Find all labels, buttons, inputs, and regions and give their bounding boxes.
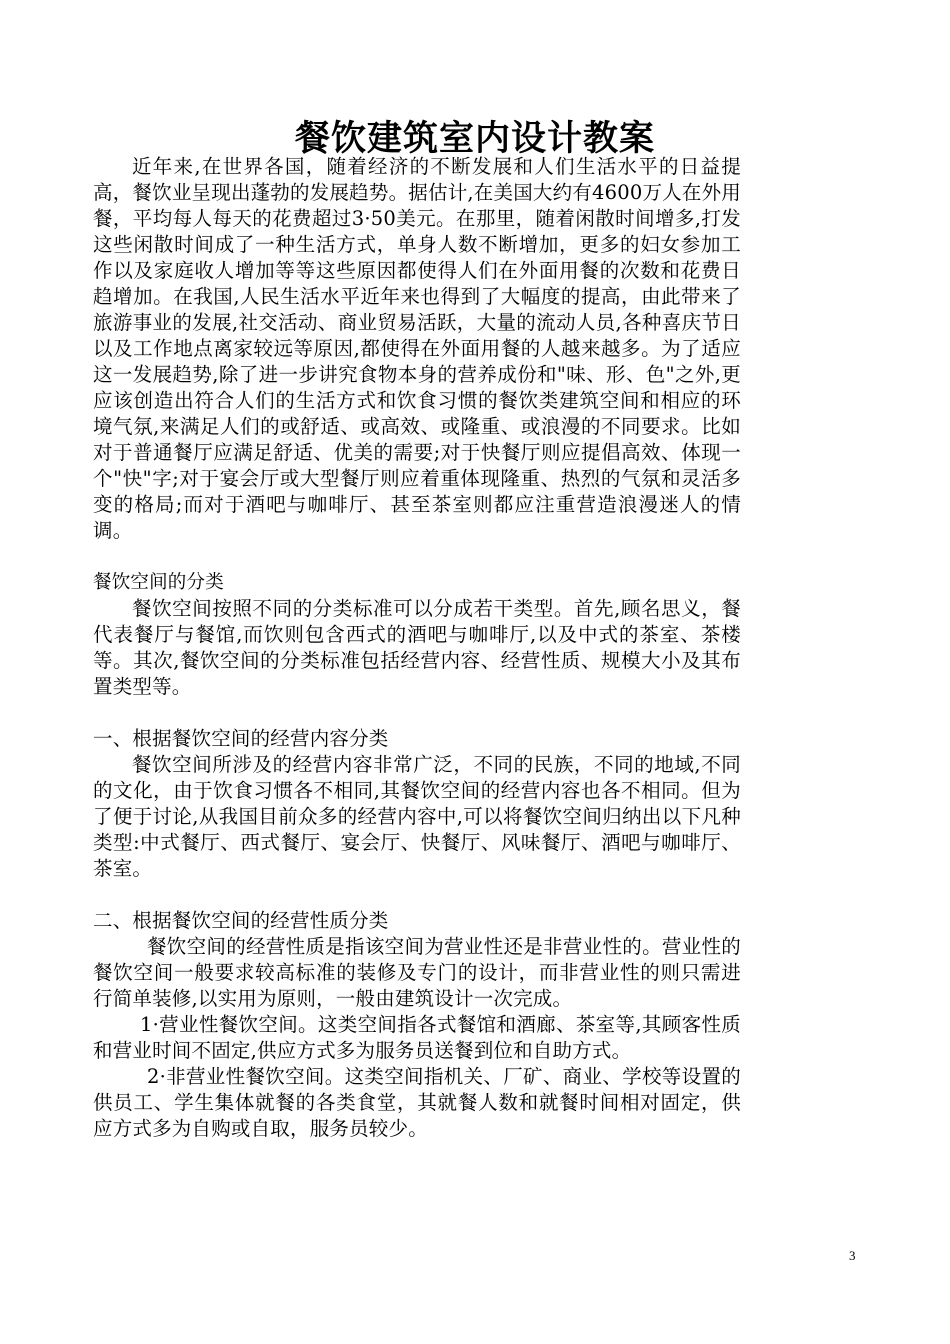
intro-paragraph: 近年来,在世界各国，随着经济的不断发展和人们生活水平的日益提高，餐饮业呈现出蓬勃的发展趋势。据估计,在美国大约有4600万人在外用餐，平均每人每天的花费超过3·50美元。在那里，随着闲散时间增多,打发这些闲散时间成了一种生活方式，单身人数不断增加，更多的妇女参加工作以及家庭收人增加等等这些原因都使得人们在外面用餐的次数和花费日趋增加。在我国,人民生活水平近年来也得到了大幅度的提高，由此带来了旅游事业的发展,社交活动、商业贸易活跃，大量的流动人员,各种喜庆节日以及工作地点离家较远等原因,都使得在外面用餐的人越来越多。为了适应这一发展趋势,除了进一步讲究食物本身的营养成份和"味、形、色"之外,更应该创造出符合人们的生活方式和饮食习惯的餐饮类建筑空间和相应的环境气氛,来满足人们的或舒适、或高效、或隆重、或浪漫的不同要求。比如对于普通餐厅应满足舒适、优美的需要;对于快餐厅则应提倡高效、体现一个"快"字;对于宴会厅或大型餐厅则应着重体现隆重、热烈的气氛和灵活多变的格局;而对于酒吧与咖啡厅、甚至茶室则都应注重营造浪漫迷人的情调。 — [93, 155, 741, 542]
list-item-non-operating: 2·非营业性餐饮空间。这类空间指机关、厂矿、商业、学校等设置的供员工、学生集体就餐的各类食堂，其就餐人数和就餐时间相对固定，供应方式多为自购或自取，服务员较少。 — [93, 1065, 741, 1140]
paragraph-spacer — [93, 882, 741, 908]
page-number: 3 — [849, 1248, 856, 1263]
paragraph-spacer — [93, 700, 741, 726]
section-heading-one: 一、根据餐饮空间的经营内容分类 — [93, 727, 389, 750]
document-body — [93, 154, 741, 1142]
section-heading-classification: 餐饮空间的分类 — [93, 572, 224, 593]
section-heading-two: 二、根据餐饮空间的经营性质分类 — [93, 909, 389, 932]
classification-paragraph: 餐饮空间按照不同的分类标准可以分成若干类型。首先,顾名思义，餐代表餐厅与餐馆,而饮则包含西式的酒吧与咖啡厅,以及中式的茶室、茶楼等。其次,餐饮空间的分类标准包括经营内容、经营性质、规模大小及其布置类型等。 — [93, 597, 741, 698]
section-two-paragraph: 餐饮空间的经营性质是指该空间为营业性还是非营业性的。营业性的餐饮空间一般要求较高标准的装修及专门的设计，而非营业性的则只需进行简单装修,以实用为原则，一般由建筑设计一次完成。 — [93, 935, 741, 1010]
paragraph-spacer — [93, 544, 741, 570]
document-title: 餐饮建筑室内设计教案 — [294, 119, 655, 160]
section-one-paragraph: 餐饮空间所涉及的经营内容非常广泛，不同的民族，不同的地域,不同的文化，由于饮食习惯各不相同,其餐饮空间的经营内容也各不相同。但为了便于讨论,从我国目前众多的经营内容中,可以将餐饮空间归纳出以下凡种类型:中式餐厅、西式餐厅、宴会厅、快餐厅、风味餐厅、酒吧与咖啡厅、茶室。 — [93, 753, 741, 880]
list-item-operating: 1·营业性餐饮空间。这类空间指各式餐馆和酒廊、茶室等,其顾客性质和营业时间不固定,供应方式多为服务员送餐到位和自助方式。 — [93, 1013, 741, 1062]
